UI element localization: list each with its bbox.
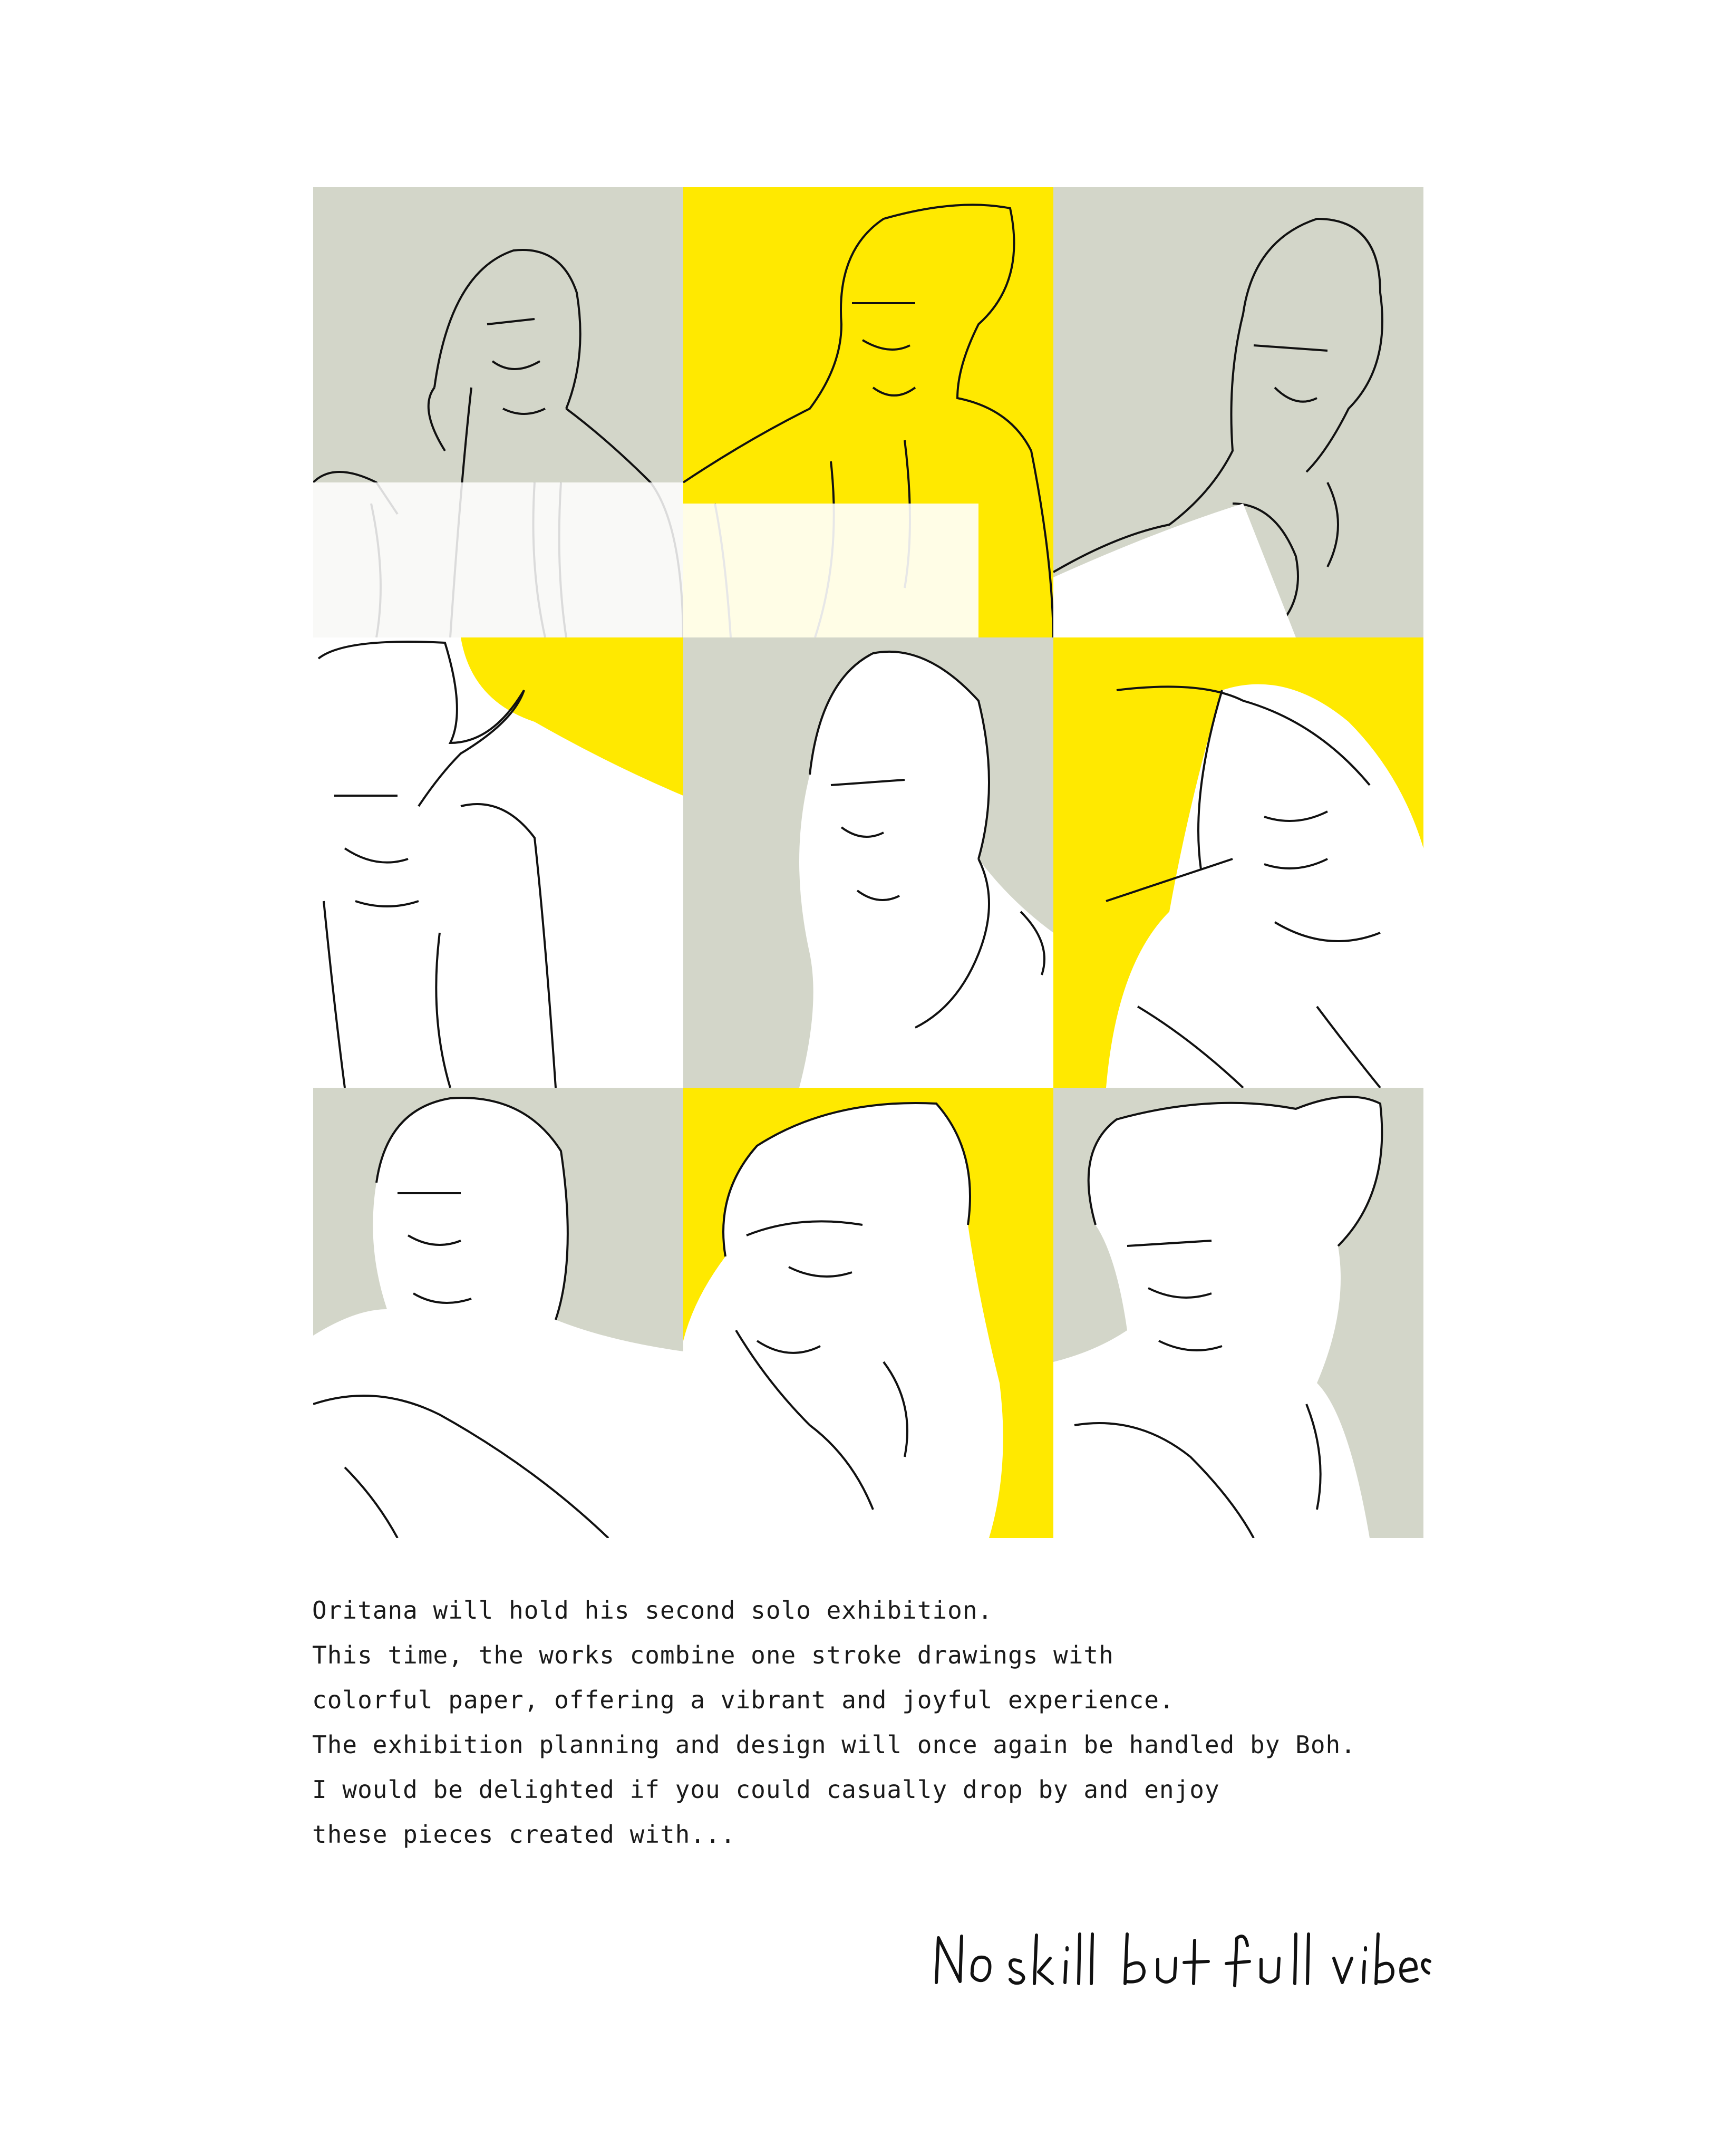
portrait-4 xyxy=(313,637,683,1088)
portrait-3 xyxy=(1053,187,1423,637)
description-line-3: colorful paper, offering a vibrant and joyful experience. xyxy=(312,1686,1175,1714)
portrait-7 xyxy=(313,1088,683,1538)
portrait-1 xyxy=(313,187,683,637)
handwritten-signature xyxy=(931,1925,1432,1993)
portrait-2 xyxy=(683,187,1053,637)
portrait-9 xyxy=(1053,1088,1423,1538)
portrait-5 xyxy=(683,637,1053,1088)
description-line-4: The exhibition planning and design will once again be handled by Boh. xyxy=(312,1730,1356,1759)
description-line-5: I would be delighted if you could casually drop by and enjoy xyxy=(312,1775,1220,1804)
portrait-8 xyxy=(683,1088,1053,1538)
exhibition-description xyxy=(312,1588,1472,1857)
description-line-6: these pieces created with... xyxy=(312,1820,736,1849)
artwork-grid xyxy=(313,187,1423,1538)
description-line-1: Oritana will hold his second solo exhibition. xyxy=(312,1596,993,1625)
portrait-6 xyxy=(1053,637,1423,1088)
description-line-2: This time, the works combine one stroke drawings with xyxy=(312,1641,1114,1669)
